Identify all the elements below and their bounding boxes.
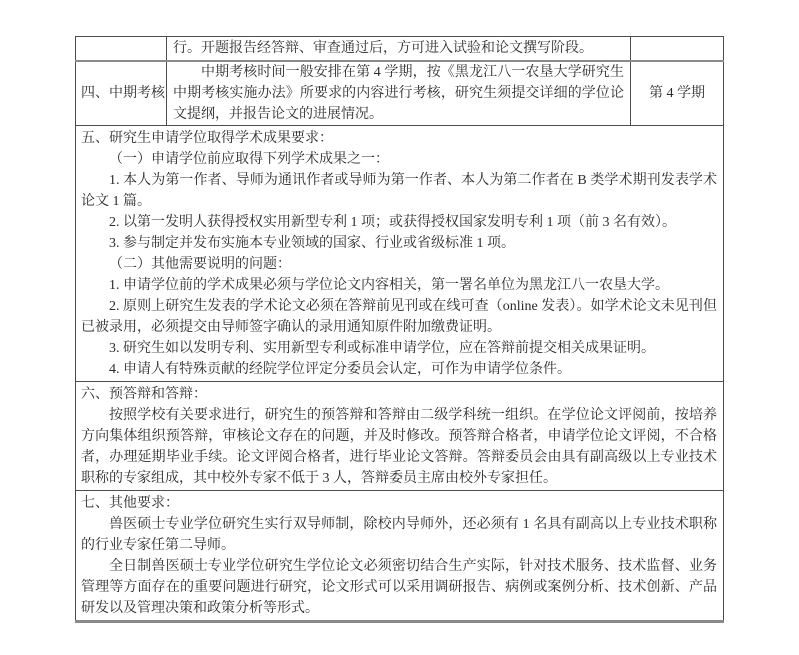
achievements-line: 2. 以第一发明人获得授权实用新型专利 1 项；或获得授权国家发明专利 1 项（前 3 名有效）。 bbox=[109, 214, 676, 230]
other-heading: 七、其他要求： bbox=[81, 495, 179, 511]
cell-midterm-body bbox=[167, 61, 631, 126]
achievements-line: 1. 申请学位前的学术成果必须与学位论文内容相关，第一署名单位为黑龙江八一农垦大学。 bbox=[109, 277, 669, 293]
other-paragraph: 兽医硕士专业学位研究生实行双导师制，除校内导师外，还必须有 1 名具有副高以上专业技术职称的行业专家任第二导师。 bbox=[81, 516, 717, 553]
other-paragraph: 全日制兽医硕士专业学位研究生学位论文必须密切结合生产实际，针对技术服务、技术监督、业务管理等方面存在的重要问题进行研究，论文形式可以采用调研报告、病例或案例分析、技术创新、产品研发以及管理决策和政策分析等形式。 bbox=[81, 558, 717, 616]
achievements-line: 3. 参与制定并发布实施本专业领域的国家、行业或省级标准 1 项。 bbox=[109, 235, 515, 251]
achievements-line: 4. 申请人有特殊贡献的经院学位评定分委员会认定，可作为申请学位条件。 bbox=[109, 361, 571, 377]
row-defense bbox=[76, 381, 724, 490]
cell-other-requirements bbox=[76, 490, 724, 621]
cell-achievements bbox=[76, 125, 724, 381]
defense-body: 按照学校有关要求进行，研究生的预答辩和答辩由二级学科统一组织。在学位论文评阅前，按培养方向集体组织预答辩，审核论文存在的问题，并及时修改。预答辩合格者，申请学位论文评阅，不合格者，办理延期毕业手续。论文评阅合格者，进行毕业论文答辩。答辩委员会由具有副高级以上专业技术职称的专家组成，其中校外专家不低于 3 人，答辩委员主席由校外专家担任。 bbox=[81, 407, 717, 486]
midterm-body-text: 中期考核时间一般安排在第 4 学期，按《黑龙江八一农垦大学研究生中期考核实施办法》所要求的内容进行考核，研究生须提交详细的学位论文提纲，并报告论文的进展情况。 bbox=[173, 64, 624, 122]
achievements-heading: 五、研究生申请学位取得学术成果要求： bbox=[81, 130, 333, 146]
row-midterm bbox=[76, 61, 724, 126]
achievements-line: 2. 原则上研究生发表的学术论文必须在答辩前见刊或在线可查（online 发表）。如学术论文未见刊但已被录用，必须提交由导师签字确认的录用通知原件附加缴费证明。 bbox=[81, 298, 717, 335]
row-achievements bbox=[76, 125, 724, 381]
training-plan-table bbox=[75, 36, 724, 623]
midterm-semester: 第 4 学期 bbox=[631, 61, 724, 126]
midterm-label: 四、中期考核 bbox=[76, 61, 167, 126]
cell-continuation-body bbox=[167, 37, 631, 61]
cell-defense bbox=[76, 381, 724, 490]
defense-heading: 六、预答辩和答辩： bbox=[81, 386, 207, 402]
achievements-line: （一）申请学位前应取得下列学术成果之一： bbox=[109, 151, 389, 167]
continuation-text: 行。开题报告经答辩、审查通过后，方可进入试验和论文撰写阶段。 bbox=[173, 40, 593, 56]
cell-empty-right bbox=[631, 37, 724, 61]
row-continuation bbox=[76, 37, 724, 61]
achievements-line: 1. 本人为第一作者、导师为通讯作者或导师为第一作者、本人为第二作者在 B 类学术期刊发表学术论文 1 篇。 bbox=[81, 172, 717, 209]
achievements-line: （二）其他需要说明的问题： bbox=[109, 256, 291, 272]
achievements-line: 3. 研究生如以发明专利、实用新型专利或标准申请学位，应在答辩前提交相关成果证明。 bbox=[109, 340, 655, 356]
row-other-requirements bbox=[76, 490, 724, 621]
cell-empty-left bbox=[76, 37, 167, 61]
